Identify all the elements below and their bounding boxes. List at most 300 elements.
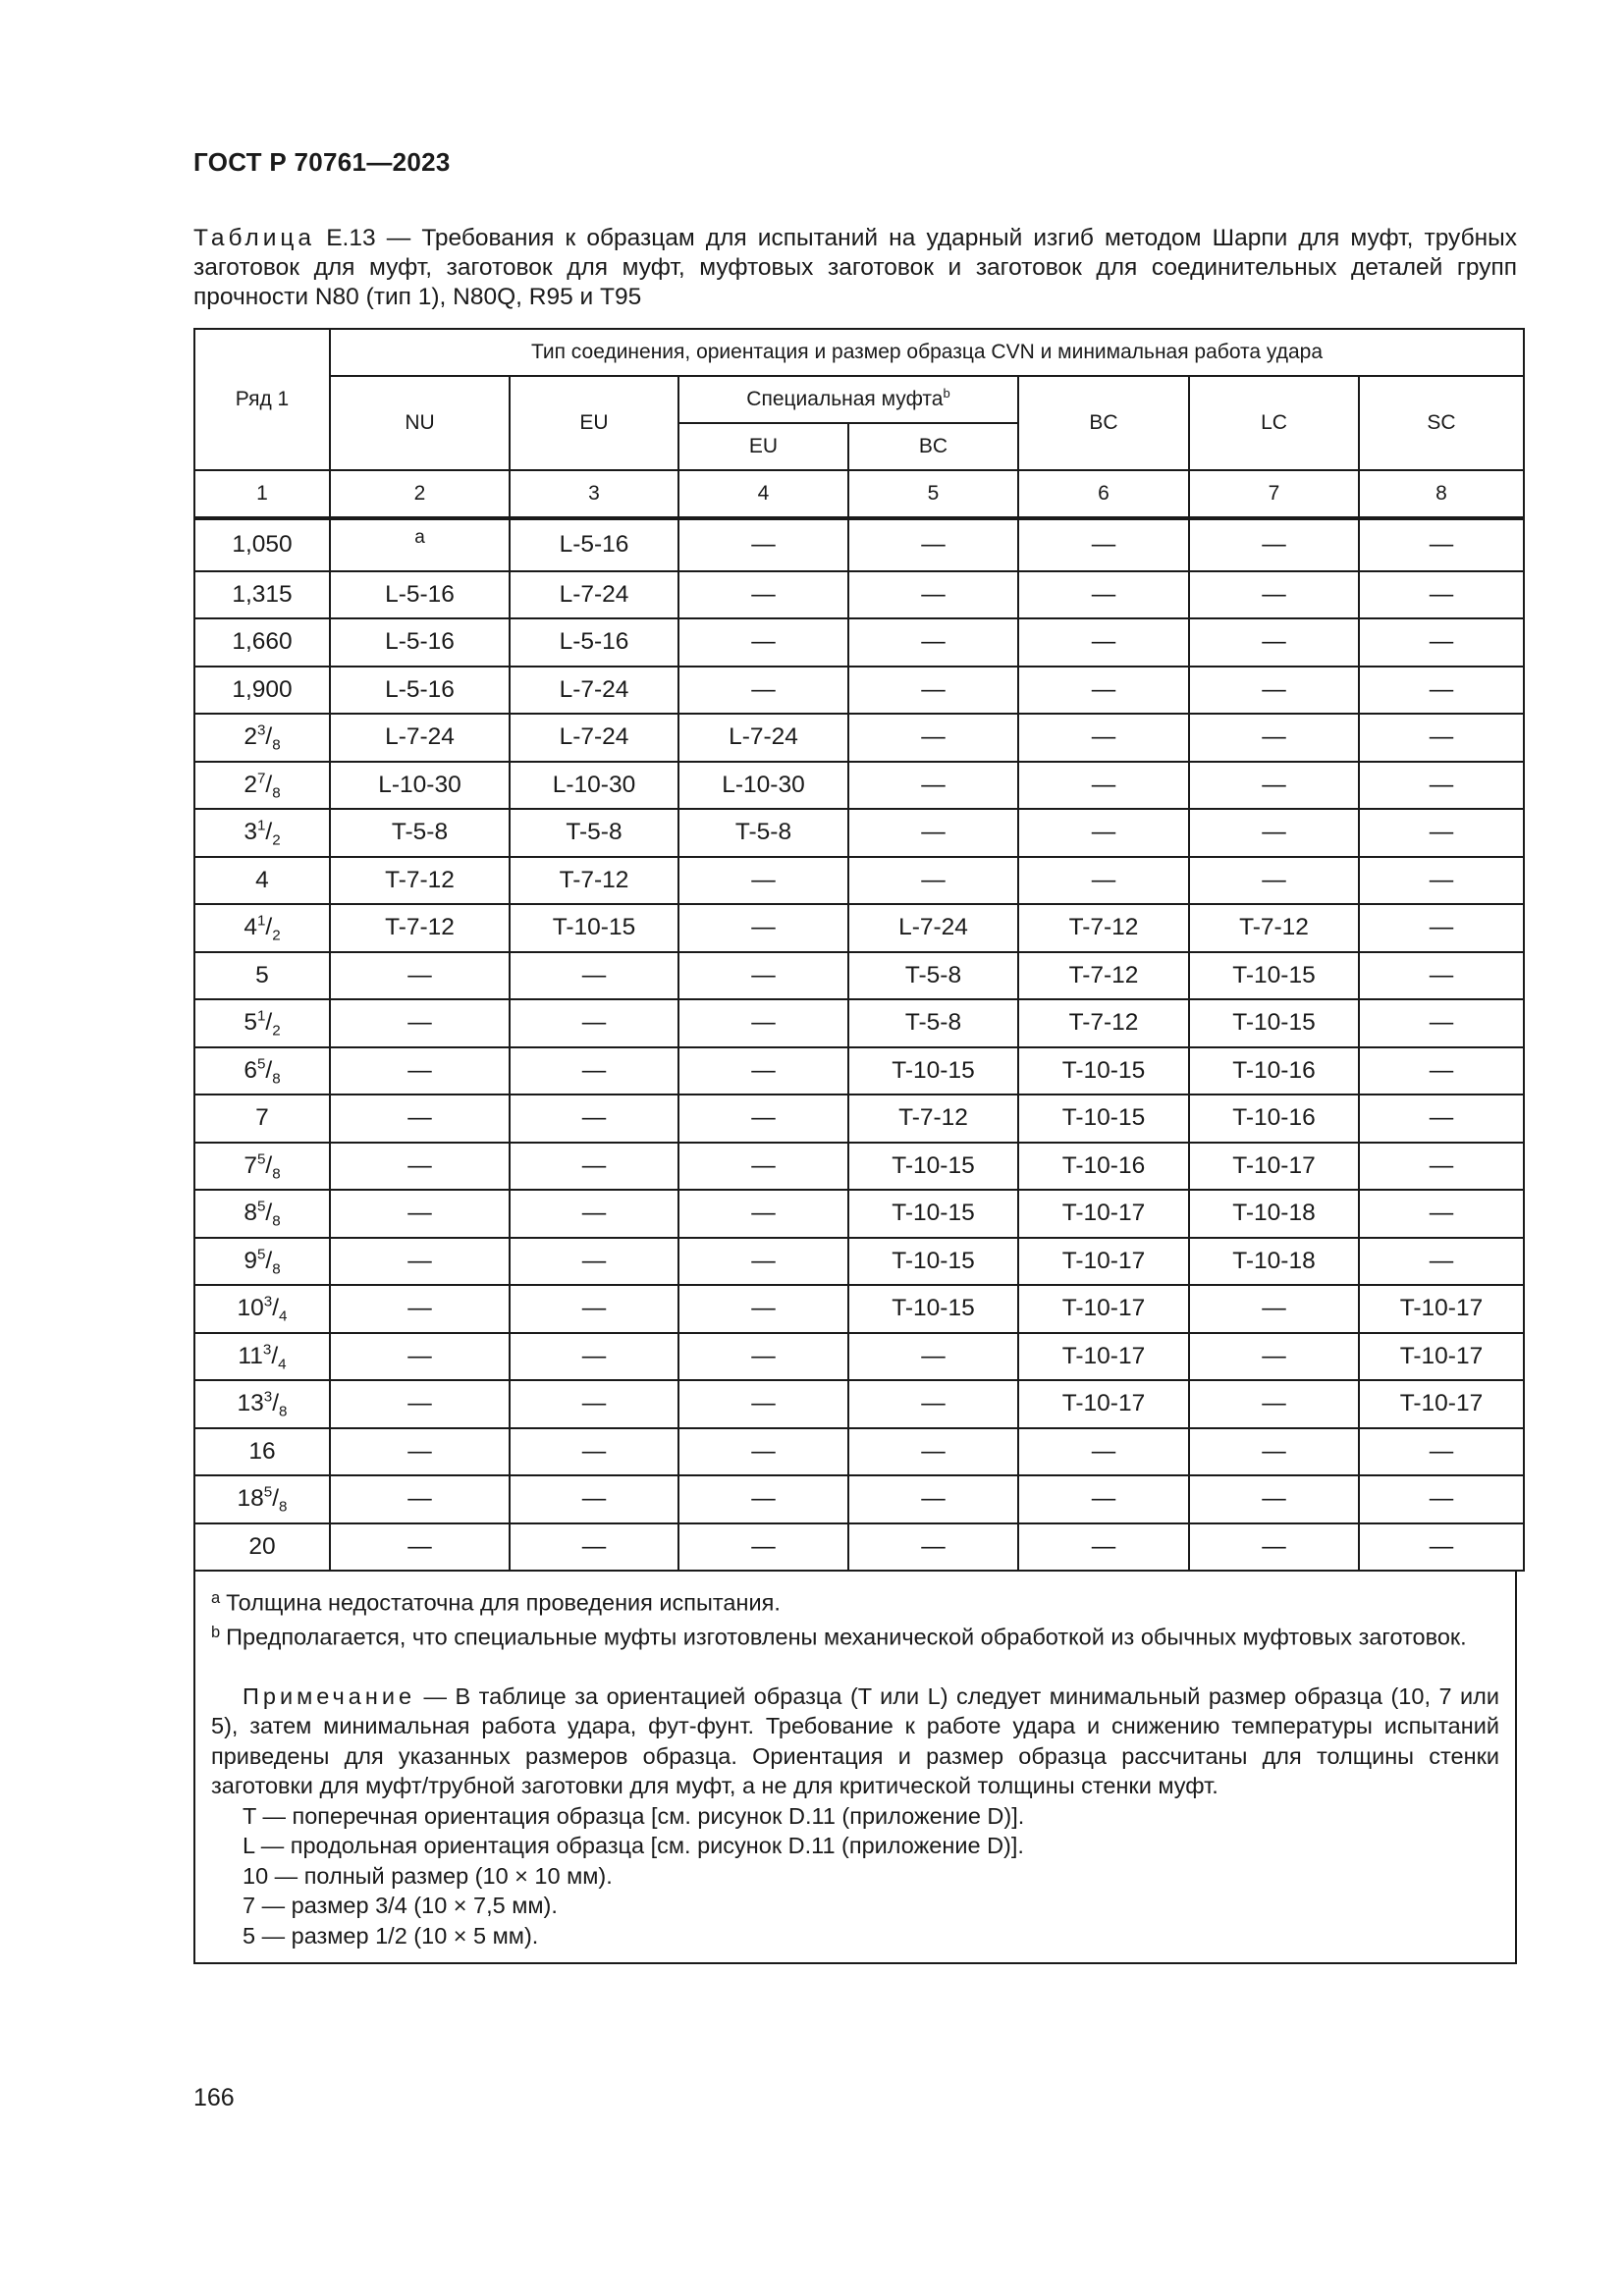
size-whole: 2 [244, 771, 257, 798]
note-line: T — поперечная ориентация образца [см. рисунок D.11 (приложение D)]. [243, 1802, 1025, 1829]
table-cell: — [330, 1238, 510, 1286]
table-cell: — [1189, 571, 1359, 619]
fraction-slash: / [265, 1056, 273, 1084]
table-cell: — [1018, 667, 1189, 715]
table-cell: — [1359, 952, 1524, 1000]
table-cell: T-10-15 [1189, 999, 1359, 1047]
table-row [194, 1143, 1524, 1191]
table-cell: a [330, 518, 510, 571]
table-cell: L-7-24 [848, 904, 1018, 952]
note-text: — В таблице за ориентацией образца (T или L) следует минимальный размер образца (10, 7 или 5), затем минимальная работа удара, фут-фунт. Требование к работе удара и снижению температуры испытаний приведены для указанных размеров образца. Ориентация и размер образца рассчитаны для толщины стенки заготовки для муфт/трубной заготовки для муфт, а не для критической толщины стенки муфт. [211, 1682, 1499, 1799]
table-cell: — [330, 1285, 510, 1333]
table-row [194, 1523, 1524, 1572]
table-row [194, 1238, 1524, 1286]
table-cell: — [678, 1190, 848, 1238]
table-cell: T-10-17 [1359, 1333, 1524, 1381]
note-line: 5 — размер 1/2 (10 × 5 мм). [243, 1922, 539, 1949]
table-cell: — [848, 1380, 1018, 1428]
table-cell: — [1189, 1285, 1359, 1333]
size-cell [194, 1285, 330, 1333]
table-cell: — [510, 1285, 678, 1333]
table-cell: — [1359, 1047, 1524, 1095]
size-whole: 5 [244, 1009, 257, 1037]
note-line: L — продольная ориентация образца [см. рисунок D.11 (приложение D)]. [243, 1833, 1024, 1859]
size-cell [194, 809, 330, 857]
table-cell: — [678, 1523, 848, 1572]
table-cell: — [678, 999, 848, 1047]
table-cell: T-7-12 [848, 1095, 1018, 1143]
table-cell: T-10-16 [1018, 1143, 1189, 1191]
size-numerator: 3 [263, 1293, 273, 1310]
table-cell: — [678, 904, 848, 952]
table-cell: — [1189, 1428, 1359, 1476]
table-cell: — [510, 1047, 678, 1095]
size-cell [194, 1428, 330, 1476]
table-cell: — [1189, 618, 1359, 667]
size-cell [194, 1523, 330, 1572]
table-cell: — [330, 999, 510, 1047]
size-denominator: 2 [272, 927, 281, 944]
table-row [194, 857, 1524, 905]
fraction-slash: / [265, 1151, 273, 1179]
document-code: ГОСТ Р 70761—2023 [193, 147, 451, 177]
table-cell: — [510, 952, 678, 1000]
note-paragraph [211, 1682, 1499, 1801]
table-cell: — [848, 571, 1018, 619]
table-cell: T-10-17 [1018, 1333, 1189, 1381]
size-whole: 1,315 [232, 580, 293, 608]
col-header-eu: EU [510, 376, 678, 470]
table-cell: T-10-17 [1189, 1143, 1359, 1191]
table-cell: — [678, 1475, 848, 1523]
col-header-nu: NU [330, 376, 510, 470]
table-cell: T-10-17 [1359, 1380, 1524, 1428]
group-header: Тип соединения, ориентация и размер образца CVN и минимальная работа удара [330, 329, 1524, 376]
table-row [194, 1190, 1524, 1238]
table-cell: T-5-8 [848, 999, 1018, 1047]
table-row [194, 809, 1524, 857]
table-cell: — [1189, 518, 1359, 571]
table-cell: — [678, 1428, 848, 1476]
table-cell: — [330, 1095, 510, 1143]
table-cell: — [510, 1475, 678, 1523]
table-cell: — [1359, 999, 1524, 1047]
table-cell: — [1359, 809, 1524, 857]
size-denominator: 2 [272, 831, 281, 849]
table-cell: — [510, 999, 678, 1047]
table-row [194, 618, 1524, 667]
fraction-slash: / [265, 1247, 273, 1274]
table-cell: — [678, 1095, 848, 1143]
table-cell: — [848, 1475, 1018, 1523]
column-number: 8 [1359, 470, 1524, 518]
size-whole: 11 [238, 1342, 263, 1369]
page-number: 166 [193, 2084, 235, 2111]
column-number: 2 [330, 470, 510, 518]
table-cell: — [1359, 571, 1524, 619]
table-cell: — [1189, 857, 1359, 905]
size-whole: 4 [244, 914, 257, 941]
table-cell: — [678, 1333, 848, 1381]
table-cell: T-7-12 [330, 904, 510, 952]
table-cell: — [678, 1380, 848, 1428]
column-number: 4 [678, 470, 848, 518]
table-cell: — [510, 1333, 678, 1381]
table-cell: — [1359, 667, 1524, 715]
table-row [194, 1333, 1524, 1381]
size-denominator: 8 [279, 1403, 288, 1420]
table-cell: — [1018, 762, 1189, 810]
table-cell: — [1018, 618, 1189, 667]
col-header-bc: BC [1018, 376, 1189, 470]
table-cell: — [1018, 1428, 1189, 1476]
column-number: 7 [1189, 470, 1359, 518]
table-cell: — [1189, 1333, 1359, 1381]
table-cell: — [848, 667, 1018, 715]
size-cell [194, 999, 330, 1047]
table-caption [193, 224, 1517, 312]
column-number: 6 [1018, 470, 1189, 518]
size-cell [194, 1190, 330, 1238]
table-cell: — [678, 518, 848, 571]
table-cell: T-10-15 [848, 1285, 1018, 1333]
size-numerator: 7 [256, 770, 266, 787]
size-numerator: 1 [256, 817, 266, 834]
table-cell: L-7-24 [510, 714, 678, 762]
table-cell: T-7-12 [510, 857, 678, 905]
table-row [194, 1047, 1524, 1095]
table-cell: — [848, 518, 1018, 571]
size-whole: 1,050 [232, 531, 293, 559]
size-numerator: 5 [263, 1483, 273, 1501]
table-cell: — [1018, 857, 1189, 905]
fraction-slash: / [265, 1200, 273, 1227]
size-cell [194, 1047, 330, 1095]
size-whole: 2 [244, 723, 257, 751]
table-cell: T-5-8 [510, 809, 678, 857]
table-cell: — [510, 1143, 678, 1191]
col-header-sc: SC [1359, 376, 1524, 470]
table-row [194, 952, 1524, 1000]
size-cell [194, 952, 330, 1000]
table-cell: T-10-15 [848, 1238, 1018, 1286]
table-cell: — [330, 1190, 510, 1238]
table-cell: — [1189, 1380, 1359, 1428]
table-cell: — [510, 1380, 678, 1428]
table-cell: L-5-16 [510, 618, 678, 667]
table-head [194, 329, 1524, 518]
size-whole: 8 [244, 1200, 257, 1227]
table-cell: — [678, 1047, 848, 1095]
table-cell: T-10-15 [510, 904, 678, 952]
table-cell: — [678, 618, 848, 667]
size-numerator: 3 [262, 1341, 272, 1359]
table-cell: — [1189, 762, 1359, 810]
size-denominator: 8 [272, 1070, 281, 1088]
size-whole: 3 [244, 819, 257, 846]
caption-number: Е.13 [326, 225, 376, 251]
size-cell [194, 1238, 330, 1286]
size-numerator: 5 [256, 1246, 266, 1263]
table-cell: L-5-16 [330, 571, 510, 619]
table-cell: — [1018, 1523, 1189, 1572]
table-cell: L-7-24 [510, 667, 678, 715]
table-cell: — [678, 667, 848, 715]
footnote-ref-b: b [943, 385, 950, 400]
table-cell: — [1359, 1428, 1524, 1476]
table-cell: T-10-15 [848, 1190, 1018, 1238]
table-cell: T-7-12 [1018, 952, 1189, 1000]
column-number: 5 [848, 470, 1018, 518]
table-body [194, 518, 1524, 1571]
footnote-mark: b [211, 1623, 221, 1641]
table-row [194, 1475, 1524, 1523]
fraction-slash: / [271, 1342, 279, 1369]
note-label: Примечание [243, 1682, 416, 1709]
table-cell: L-5-16 [510, 518, 678, 571]
table-cell: T-10-15 [1189, 952, 1359, 1000]
table-cell: T-10-15 [1018, 1047, 1189, 1095]
table-cell: — [1359, 518, 1524, 571]
size-numerator: 3 [256, 721, 266, 739]
table-cell: — [1018, 571, 1189, 619]
size-whole: 6 [244, 1056, 257, 1084]
size-whole: 9 [244, 1247, 257, 1274]
size-denominator: 8 [272, 736, 281, 754]
fraction-slash: / [265, 771, 273, 798]
fraction-slash: / [265, 723, 273, 751]
size-cell [194, 667, 330, 715]
column-number: 3 [510, 470, 678, 518]
table-cell: — [1189, 714, 1359, 762]
table-cell: — [510, 1238, 678, 1286]
table-cell: T-10-17 [1018, 1238, 1189, 1286]
col-header-lc: LC [1189, 376, 1359, 470]
size-cell [194, 762, 330, 810]
size-denominator: 4 [279, 1308, 288, 1325]
footnote-a [211, 1583, 1499, 1618]
table-cell: — [1189, 809, 1359, 857]
table-footer [193, 1572, 1517, 1964]
table-cell: — [330, 1475, 510, 1523]
table-row [194, 904, 1524, 952]
footnote-mark: a [211, 1589, 221, 1607]
caption-label: Таблица [193, 225, 316, 251]
table-cell: T-10-16 [1189, 1047, 1359, 1095]
table-cell: — [330, 1143, 510, 1191]
size-denominator: 4 [278, 1356, 287, 1373]
note-line: 10 — полный размер (10 × 10 мм). [243, 1862, 613, 1889]
table-cell: — [1359, 714, 1524, 762]
size-cell [194, 1380, 330, 1428]
size-cell [194, 618, 330, 667]
table-cell: L-10-30 [330, 762, 510, 810]
table-cell: — [330, 1333, 510, 1381]
table-cell: L-10-30 [678, 762, 848, 810]
table-cell: — [1018, 809, 1189, 857]
size-cell [194, 518, 330, 571]
table-cell: L-10-30 [510, 762, 678, 810]
table-cell: T-7-12 [330, 857, 510, 905]
fraction-slash: / [272, 1390, 280, 1417]
size-whole: 16 [248, 1437, 276, 1465]
size-numerator: 5 [256, 1055, 266, 1073]
table-cell: T-7-12 [1018, 999, 1189, 1047]
caption-text: — Требования к образцам для испытаний на ударный изгиб методом Шарпи для муфт, трубных заготовок для муфт, заготовок для муфт, муфтовых заготовок и заготовок для соединительных деталей групп прочности N80 (тип 1), N80Q, R95 и T95 [193, 225, 1518, 310]
table-cell: — [1189, 1475, 1359, 1523]
size-whole: 1,900 [232, 675, 293, 703]
size-cell [194, 1143, 330, 1191]
table-row [194, 1380, 1524, 1428]
table-cell: — [1359, 1523, 1524, 1572]
table-cell: T-10-15 [848, 1143, 1018, 1191]
table-row [194, 714, 1524, 762]
table-cell: T-10-17 [1018, 1380, 1189, 1428]
special-coupling-header [678, 376, 1018, 423]
fraction-slash: / [265, 914, 273, 941]
table-cell: — [510, 1095, 678, 1143]
table-cell: — [1359, 1475, 1524, 1523]
table-cell: T-7-12 [1189, 904, 1359, 952]
table-row [194, 1285, 1524, 1333]
size-numerator: 1 [256, 912, 266, 930]
footnote-text: Толщина недостаточна для проведения испытания. [226, 1589, 781, 1616]
special-coupling-label: Специальная муфта [746, 388, 944, 410]
size-cell [194, 714, 330, 762]
table-cell: — [1018, 714, 1189, 762]
table-cell: — [678, 857, 848, 905]
table-cell: T-10-15 [848, 1047, 1018, 1095]
table-cell: T-10-16 [1189, 1095, 1359, 1143]
table-row [194, 571, 1524, 619]
size-cell [194, 1475, 330, 1523]
table-cell: — [1359, 618, 1524, 667]
table-cell: T-10-17 [1018, 1190, 1189, 1238]
table-cell: L-5-16 [330, 618, 510, 667]
col-header-special-bc: BC [848, 423, 1018, 470]
table-cell: — [1018, 518, 1189, 571]
size-whole: 10 [237, 1295, 264, 1322]
table-cell: — [1359, 762, 1524, 810]
table-cell: — [678, 1238, 848, 1286]
table-cell: T-5-8 [330, 809, 510, 857]
charpy-requirements-table [193, 328, 1525, 1572]
note-line: 7 — размер 3/4 (10 × 7,5 мм). [243, 1893, 558, 1919]
table-cell: — [1018, 1475, 1189, 1523]
table-cell: L-5-16 [330, 667, 510, 715]
table-cell: — [848, 762, 1018, 810]
table-cell: — [848, 857, 1018, 905]
fraction-slash: / [272, 1295, 280, 1322]
table-cell: — [330, 1523, 510, 1572]
fraction-slash: / [265, 1009, 273, 1037]
fraction-slash: / [272, 1485, 280, 1513]
size-whole: 20 [248, 1532, 276, 1560]
size-cell [194, 1333, 330, 1381]
table-row [194, 999, 1524, 1047]
size-whole: 13 [237, 1390, 264, 1417]
table-cell: T-7-12 [1018, 904, 1189, 952]
size-whole: 7 [244, 1151, 257, 1179]
size-cell [194, 857, 330, 905]
table-cell: L-7-24 [330, 714, 510, 762]
column-number: 1 [194, 470, 330, 518]
size-numerator: 3 [263, 1388, 273, 1406]
table-cell: — [330, 1380, 510, 1428]
size-whole: 1,660 [232, 628, 293, 656]
table-row [194, 518, 1524, 571]
table-cell: — [848, 1523, 1018, 1572]
table-cell: T-5-8 [678, 809, 848, 857]
table-cell: — [330, 952, 510, 1000]
size-denominator: 8 [279, 1498, 288, 1516]
column-numbers-row [194, 470, 1524, 518]
fraction-slash: / [265, 819, 273, 846]
table-cell: — [510, 1190, 678, 1238]
table-cell: — [330, 1428, 510, 1476]
size-denominator: 8 [272, 1212, 281, 1230]
footnote-b [211, 1618, 1499, 1652]
col-header-special-eu: EU [678, 423, 848, 470]
table-cell: — [678, 571, 848, 619]
size-denominator: 8 [272, 784, 281, 802]
table-container [193, 328, 1517, 1964]
size-numerator: 1 [256, 1007, 266, 1025]
size-whole: 5 [255, 961, 269, 988]
table-cell: L-7-24 [678, 714, 848, 762]
size-whole: 18 [237, 1485, 264, 1513]
table-cell: — [848, 809, 1018, 857]
table-cell: — [848, 714, 1018, 762]
table-cell: L-7-24 [510, 571, 678, 619]
table-cell: — [1189, 667, 1359, 715]
table-cell: — [678, 1143, 848, 1191]
size-whole: 7 [255, 1104, 269, 1132]
table-cell: — [330, 1047, 510, 1095]
footnote-text: Предполагается, что специальные муфты изготовлены механической обработкой из обычных муфтовых заготовок. [226, 1624, 1467, 1650]
table-cell: — [848, 618, 1018, 667]
table-cell: T-10-17 [1359, 1285, 1524, 1333]
size-denominator: 2 [272, 1022, 281, 1040]
size-numerator: 5 [256, 1150, 266, 1168]
table-cell: — [1189, 1523, 1359, 1572]
table-cell: — [1359, 1095, 1524, 1143]
size-whole: 4 [255, 866, 269, 893]
size-numerator: 5 [256, 1198, 266, 1215]
table-row [194, 1095, 1524, 1143]
table-cell: — [848, 1333, 1018, 1381]
table-cell: — [1359, 857, 1524, 905]
table-cell: — [510, 1428, 678, 1476]
table-row [194, 762, 1524, 810]
size-denominator: 8 [272, 1165, 281, 1183]
size-cell [194, 904, 330, 952]
table-cell: T-10-18 [1189, 1190, 1359, 1238]
table-cell: T-10-15 [1018, 1095, 1189, 1143]
table-row [194, 1428, 1524, 1476]
table-cell: — [678, 1285, 848, 1333]
table-cell: — [1359, 1143, 1524, 1191]
table-cell: — [1359, 1190, 1524, 1238]
size-cell [194, 1095, 330, 1143]
table-cell: — [1359, 1238, 1524, 1286]
table-cell: — [510, 1523, 678, 1572]
size-cell [194, 571, 330, 619]
table-cell: T-10-18 [1189, 1238, 1359, 1286]
table-cell: T-10-17 [1018, 1285, 1189, 1333]
table-cell: — [848, 1428, 1018, 1476]
table-row [194, 667, 1524, 715]
